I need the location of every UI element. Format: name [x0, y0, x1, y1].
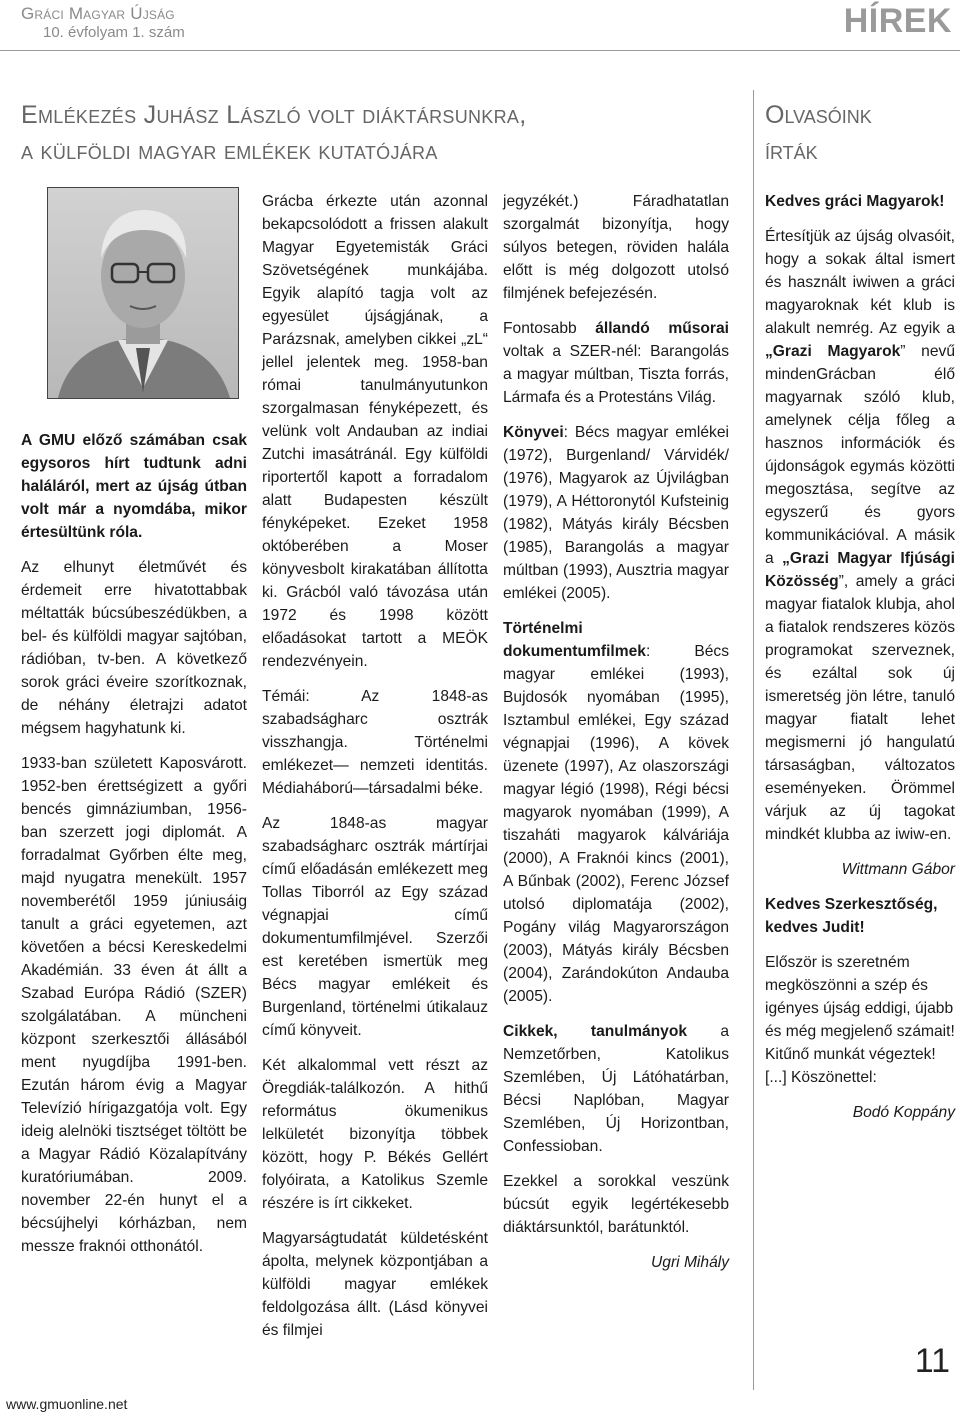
article-paragraph: Az 1848-as magyar szabadságharc osztrák mártírjai című előadásán emlékezett meg Tollas Tiborról az Egy század végnapjai című dokumentumfilmjével. Szerzői est keretében ismertük meg Bécs magyar emlékeit és Burgenland, történelmi útikalauz című könyveit. — [262, 815, 488, 1039]
article-column-1 — [21, 429, 247, 1258]
bold-term: Történelmi dokumentumfilmek — [503, 620, 646, 660]
letters-title-line-1: Olvasóink — [765, 101, 872, 129]
club-name: „Grazi Magyar Ifjúsági Közösség — [765, 550, 955, 590]
club-name: „Grazi Magyarok — [765, 343, 901, 360]
letter-1-greeting: Kedves gráci Magyarok! — [765, 193, 945, 210]
text-run: : Bécs magyar emlékei (1993), Bujdosók nyomában (1995), Isztambul emlékei, Egy század végnapjai (1996), A kövek üzenete (1997), Az olaszországi magyar légió (1998), Régi bécsi magyarok nyomában (1999), A tiszaháti magyarok kálváriája (2000), A Fraknói kincs (2001), A Bűnbak (2002), Ferenc József utolsó diplomatája (2002), Pogány világ Magyarországon (2003), Mátyás király Bécsben (2004), Zarándokúton Andauba (2005). — [503, 643, 729, 1005]
text-run: voltak a SZER-nél: Barangolás a magyar múltban, Tiszta forrás, Lármafa és a Protestáns Világ. — [503, 343, 729, 406]
article-lead: A GMU előző számában csak egysoros hírt tudtunk adni haláláról, mert az újság útban volt már a nyomdába, mikor értesültünk róla. — [21, 432, 247, 541]
letters-title-line-2: írták — [765, 137, 818, 165]
text-run: Fontosabb — [503, 320, 596, 337]
text-run: : Bécs magyar emlékei (1972), Burgenland/ Várvidék/ (1976), Magyarok az Újvilágban (1979), A Héttoronytól Kufsteinig (1982), Mátyás király Bécsben (1985), Barangolás a magyar múltban (1993), Ausztria magyar emlékei (2005). — [503, 424, 729, 602]
bold-term: Cikkek, tanulmányok — [503, 1023, 688, 1040]
films-paragraph — [503, 617, 729, 1008]
article-paragraph: 1933-ban született Kaposvárott. 1952-ben érettségizett a győri bencés gimnáziumban, 1956-ban szerzett jogi diplomát. A forradalmat Győrben élte meg, majd nyugatra menekült. 1957 novemberétől 1959 júniusáig tanult a gráci egyetemen, azt követően a bécsi Kereskedelmi Akadémián. 33 éven át állt a Szabad Európa Rádió (SZER) szolgálatában. A müncheni központ szerkesztői állásából ment nyugdíjba 1991-ben. Ezután három évig a Magyar Televízió hírigazgatója volt. Egy ideig alelnöki tisztséget töltött be a Magyar Rádió Közalapítvány kuratóriumában. 2009. november 22-én hunyt el a bécsújhelyi kórházban, nem messze fraknói otthonától. — [21, 755, 247, 1255]
portrait-photo — [47, 187, 239, 399]
article-paragraph: Magyarságtudatát küldetésként ápolta, melynek központjában a külföldi magyar emlékek feldolgozása állt. (Lásd könyvei és filmjei — [262, 1230, 488, 1339]
article-headline — [21, 97, 721, 169]
article-column-2 — [262, 190, 488, 1342]
portrait-illustration — [48, 188, 238, 398]
header-rule — [0, 50, 960, 51]
letter-1-body — [765, 225, 955, 846]
programs-paragraph — [503, 317, 729, 409]
article-paragraph: Két alkalommal vett részt az Öregdiák-találkozón. A hithű református ökumenikus lelkületét bizonyítja többek között, hogy P. Békés Gellért folyóirata, a Katolikus Szemle részére is írt cikkeket. — [262, 1057, 488, 1212]
publication-name: Gráci Magyar Újság — [21, 4, 175, 23]
text-run: a Nemzetőrben, Katolikus Szemlében, Új Látóhatárban, Bécsi Naplóban, Magyar Szemlében, Új Horizontban, Confessioban. — [503, 1023, 729, 1155]
article-paragraph: Ezekkel a sorokkal veszünk búcsút egyik legértékesebb diáktársunktól, barátunktól. — [503, 1173, 729, 1236]
text-run: ”, amely a gráci magyar fiatalok klubja, ahol a fiatalok rendszeres közös programokat szerveznek, és ezáltal sok új ismeretség jön létre, tanuló magyar fiatalt lehet megismerni jó hangulatú társaságban, változatos eseményeken. Örömmel várjuk az új tagokat mindkét klubba az iwiw-en. — [765, 573, 955, 843]
article-paragraph: Témái: Az 1848-as szabadságharc osztrák visszhangja. Történelmi emlékezet— nemzeti identitás. Médiaháború—társadalmi béke. — [262, 688, 488, 797]
headline-line-2: a külföldi magyar emlékek kutatójára — [21, 137, 438, 165]
column-divider — [753, 90, 754, 1390]
article-paragraph: Az elhunyt életművét és érdemeit erre hivatottabbak méltatták búcsúbeszédükben, a bel- és külföldi magyar sajtóban, rádióban, tv-ben. A következő sorok gráci éveire szorítkoznak, de néhány életrajzi adatot mégsem hagyhatunk ki. — [21, 559, 247, 737]
issue-label: 10. évfolyam 1. szám — [43, 24, 185, 41]
article-paragraph: jegyzékét.) Fáradhatatlan szorgalmát bizonyítja, hogy súlyos betegen, röviden halála előtt is még dolgozott utolsó filmjének befejezésén. — [503, 193, 729, 302]
bold-term: Könyvei — [503, 424, 564, 441]
articles-paragraph — [503, 1020, 729, 1158]
text-run: ” nevű mindenGrácban élő magyarnak szóló klub, amelynek célja főleg a hasznos információk és újdonságok egymás közötti megosztása, segítve az egyszerű és gyors kommunikációval. A másik a — [765, 343, 955, 567]
letter-2-greeting: Kedves Szerkesztőség, kedves Judit! — [765, 896, 938, 936]
page-number: 11 — [914, 1342, 950, 1380]
article-column-3 — [503, 190, 729, 1274]
headline-line-1: Emlékezés Juhász László volt diáktársunkra, — [21, 101, 527, 129]
letters-column — [765, 190, 955, 1124]
footer-url: www.gmuonline.net — [6, 1396, 128, 1412]
letter-1-signature: Wittmann Gábor — [841, 861, 955, 878]
letters-section-title — [765, 97, 955, 169]
letter-2-body: Először is szeretném megköszönni a szép és igényes újság eddigi, újabb és még megjelenő számait! Kitűnő munkát végeztek! [...] Köszönettel: — [765, 954, 955, 1086]
article-signature: Ugri Mihály — [651, 1254, 729, 1271]
section-title: HÍREK — [843, 2, 952, 40]
letter-2-signature: Bodó Koppány — [852, 1104, 955, 1121]
books-paragraph — [503, 421, 729, 605]
bold-term: állandó műsorai — [595, 320, 729, 337]
text-run: Értesítjük az újság olvasóit, hogy a sokak által ismert és használt iwiwen a gráci magyaroknak két klub is alakult nemrég. Az egyik a — [765, 228, 955, 337]
article-paragraph: Grácba érkezte után azonnal bekapcsolódott a frissen alakult Magyar Egyetemisták Gráci Szövetségének munkájába. Egyik alapító tagja volt az egyesület újságjának, a Parázsnak, amelyben cikkei „zL“ jellel jelentek meg. 1958-ban római tanulmányutunkon szorgalmasan fényképezett, és velünk volt Andauban az indiai Zutchi imasátránál. Egy külföldi riportertől kapott a forradalom alatt Budapesten készült fényképeket. Ezeket 1958 októberében a Moser könyvesbolt kirakatában állította ki. Grácból való távozása után 1972 és 1998 között előadásokat tartott a MEÖK rendezvényein. — [262, 193, 488, 670]
